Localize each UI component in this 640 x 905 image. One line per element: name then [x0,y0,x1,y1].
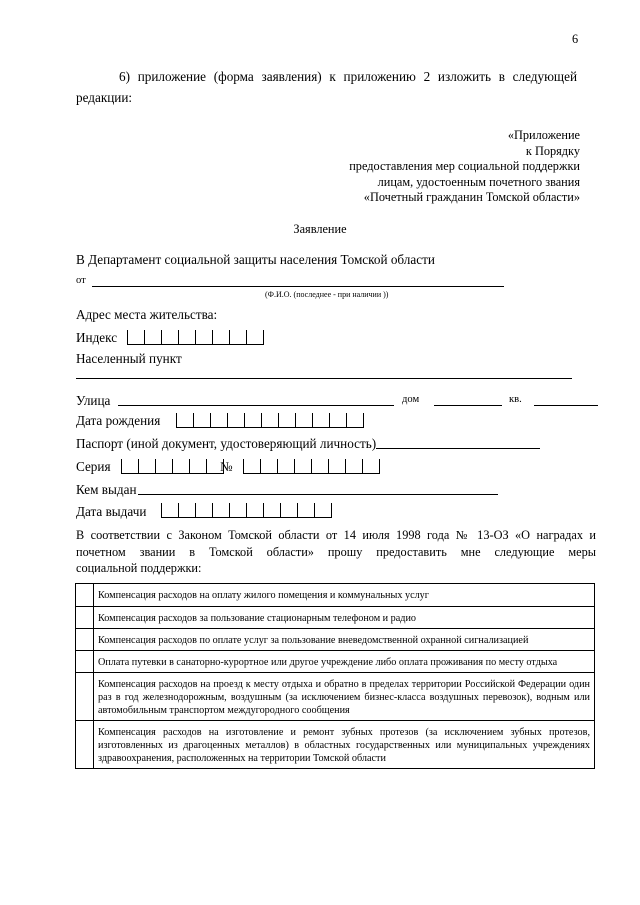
appendix-line: «Приложение [507,128,580,142]
statement-line: социальной поддержки: [76,561,202,575]
statement-paragraph [76,527,596,577]
issue-date-cells[interactable] [161,503,332,518]
option-text: Компенсация расходов на изготовление и ремонт зубных протезов (за исключением зубных протезов, изготовленных из драгоценных металлов) в областных государственных или муниципальных учреждениях здравоохранения, расположенных на территории Томской области [94,721,595,769]
statement-line: почетном звании в Томской области» прошу предоставить мне следующие меры [76,544,596,559]
number-label: № [220,459,233,474]
house-field[interactable] [434,405,502,406]
index-label: Индекс [76,330,118,345]
birth-date-label: Дата рождения [76,413,161,428]
appendix-line: лицам, удостоенным почетного звания [377,174,580,189]
intro-line-continuation: редакции: [76,90,133,105]
option-checkbox[interactable] [76,584,94,607]
support-measures-table [75,583,595,769]
passport-label: Паспорт (иной документ, удостоверяющий личность) [76,436,377,451]
option-text: Компенсация расходов за пользование стационарным телефоном и радио [94,607,595,629]
number-cells[interactable] [243,459,380,474]
table-row [76,629,595,651]
table-row [76,721,595,769]
statement-line: В соответствии с Законом Томской области от 14 июля 1998 года № 13-ОЗ «О наградах и [76,528,596,542]
fio-field[interactable] [92,286,504,287]
street-label: Улица [76,393,111,408]
from-label: от [76,275,86,286]
intro-line: 6) приложение (форма заявления) к приложению 2 изложить в следующей [119,69,577,84]
settlement-field[interactable] [76,378,572,379]
option-text: Компенсация расходов по оплате услуг за пользование вневедомственной охранной сигнализацией [94,629,595,651]
fio-hint: (Ф.И.О. (последнее - при наличии )) [265,290,389,299]
appendix-header [349,128,580,206]
table-row [76,651,595,673]
table-row [76,584,595,607]
issue-date-label: Дата выдачи [76,504,147,519]
option-checkbox[interactable] [76,673,94,721]
appendix-line: предоставления мер социальной поддержки [349,159,580,173]
series-cells[interactable] [121,459,224,474]
document-title: Заявление [293,222,347,236]
series-label: Серия [76,459,111,474]
option-text: Компенсация расходов на оплату жилого помещения и коммунальных услуг [94,584,595,607]
passport-field[interactable] [376,448,540,449]
street-field[interactable] [118,405,394,406]
settlement-label: Населенный пункт [76,351,182,366]
option-text: Оплата путевки в санаторно-курортное или другое учреждение либо оплата проживания по месту отдыха [94,651,595,673]
department-line: В Департамент социальной защиты населения Томской области [76,252,435,267]
house-label: дом [402,394,420,405]
option-checkbox[interactable] [76,629,94,651]
table-row [76,673,595,721]
option-checkbox[interactable] [76,607,94,629]
address-label: Адрес места жительства: [76,307,218,322]
option-checkbox[interactable] [76,651,94,673]
option-checkbox[interactable] [76,721,94,769]
table-row [76,607,595,629]
page-number: 6 [572,32,579,46]
birth-date-cells[interactable] [176,413,364,428]
issued-by-field[interactable] [138,494,498,495]
apartment-field[interactable] [534,405,598,406]
apartment-label: кв. [509,394,522,405]
option-text: Компенсация расходов на проезд к месту отдыха и обратно в пределах территории Российской Федерации один раз в год железнодорожным, воздушным (за исключением бизнес-класса воздушных перевозок), водным или автомобильным транспортом междугородного сообщения [94,673,595,721]
appendix-line: к Порядку [525,143,580,158]
appendix-line: «Почетный гражданин Томской области» [363,190,580,204]
index-cells[interactable] [127,330,264,345]
issued-by-label: Кем выдан [76,482,137,497]
